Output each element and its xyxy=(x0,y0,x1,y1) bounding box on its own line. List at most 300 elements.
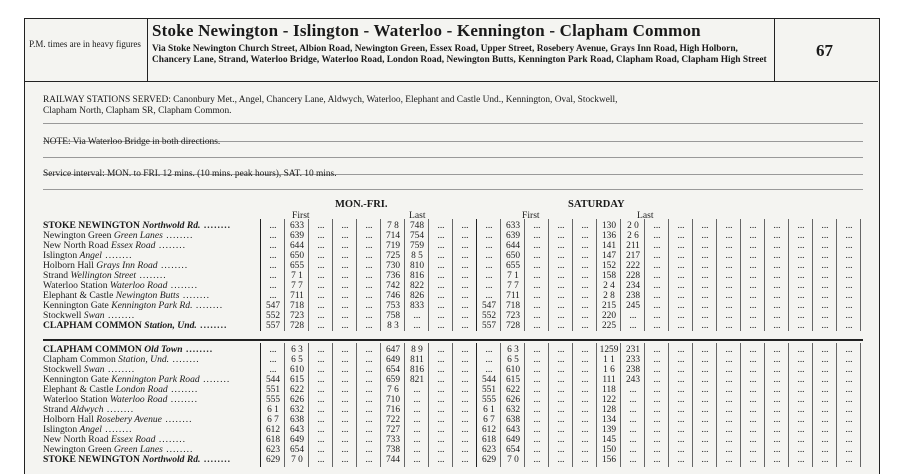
station-label: STOKE NEWINGTON xyxy=(43,455,143,465)
time-cell: ... xyxy=(677,455,685,465)
station-street: Waterloo Road xyxy=(109,395,168,405)
time-cell: ... xyxy=(365,291,373,301)
time-cell: ... xyxy=(461,365,469,375)
time-cell: ... xyxy=(677,415,685,425)
time-cell: ... xyxy=(797,365,805,375)
time-cell: ... xyxy=(797,455,805,465)
time-cell: ... xyxy=(365,445,373,455)
station-label: Stockwell xyxy=(43,311,84,321)
time-cell: ... xyxy=(461,251,469,261)
station-label: Kennington Gate xyxy=(43,375,112,385)
column-rule xyxy=(836,343,837,467)
time-cell: ... xyxy=(317,375,325,385)
time-cell: 7 7 xyxy=(507,281,519,291)
divider xyxy=(43,189,863,190)
time-cell: ... xyxy=(725,231,733,241)
time-cell: 118 xyxy=(602,385,616,395)
time-cell: ... xyxy=(677,261,685,271)
time-cell: ... xyxy=(341,221,349,231)
time-cell: 626 xyxy=(505,395,521,405)
time-cell: ... xyxy=(749,261,757,271)
time-cell: ... xyxy=(725,301,733,311)
time-cell: ... xyxy=(797,445,805,455)
time-cell: ... xyxy=(557,271,565,281)
column-rule xyxy=(836,219,837,331)
time-cell: 633 xyxy=(505,221,521,231)
time-cell: 6 1 xyxy=(483,405,495,415)
time-cell: ... xyxy=(725,321,733,331)
column-rule xyxy=(716,343,717,467)
time-cell: ... xyxy=(653,395,661,405)
time-cell: ... xyxy=(749,321,757,331)
time-cell: ... xyxy=(821,345,829,355)
column-rule xyxy=(524,343,525,467)
time-cell: 1 6 xyxy=(603,365,615,375)
time-cell: ... xyxy=(581,321,589,331)
time-cell: ... xyxy=(461,385,469,395)
time-cell: ... xyxy=(341,395,349,405)
time-cell: ... xyxy=(461,445,469,455)
time-cell: ... xyxy=(797,241,805,251)
time-cell: 2 8 xyxy=(603,291,615,301)
time-cell: ... xyxy=(845,415,853,425)
station-label: Islington xyxy=(43,425,80,435)
time-cell: 643 xyxy=(505,425,521,435)
time-cell: 618 xyxy=(265,435,281,445)
time-cell: ... xyxy=(845,455,853,465)
time-cell: 557 xyxy=(481,321,497,331)
time-cell: ... xyxy=(341,271,349,281)
time-cell: ... xyxy=(413,311,421,321)
station-name: Newington Green Green Lanes ........ xyxy=(43,231,194,241)
time-cell: 547 xyxy=(481,301,497,311)
time-cell: ... xyxy=(845,231,853,241)
time-cell: ... xyxy=(581,281,589,291)
saturday-first-header: First xyxy=(522,210,540,221)
time-cell: 6 1 xyxy=(267,405,279,415)
time-cell: ... xyxy=(701,291,709,301)
time-cell: ... xyxy=(653,405,661,415)
time-cell: ... xyxy=(653,231,661,241)
time-cell: 552 xyxy=(265,311,281,321)
time-cell: ... xyxy=(701,385,709,395)
time-cell: ... xyxy=(845,321,853,331)
time-cell: ... xyxy=(437,395,445,405)
column-rule xyxy=(764,219,765,331)
column-rule xyxy=(692,219,693,331)
station-street: Grays Inn Road xyxy=(96,261,158,271)
time-cell: ... xyxy=(341,241,349,251)
time-cell: ... xyxy=(677,365,685,375)
time-cell: ... xyxy=(581,261,589,271)
time-cell: ... xyxy=(845,221,853,231)
time-cell: ... xyxy=(581,385,589,395)
time-cell: ... xyxy=(485,251,493,261)
time-cell: ... xyxy=(413,425,421,435)
time-cell: ... xyxy=(749,251,757,261)
station-label: Islington xyxy=(43,251,80,261)
time-cell: ... xyxy=(725,375,733,385)
time-cell: ... xyxy=(677,241,685,251)
time-cell: ... xyxy=(461,425,469,435)
time-cell: 2 4 xyxy=(603,281,615,291)
time-cell: ... xyxy=(701,395,709,405)
time-cell: 736 xyxy=(385,271,401,281)
time-cell: ... xyxy=(677,301,685,311)
station-label: Strand xyxy=(43,271,71,281)
time-cell: 122 xyxy=(601,395,617,405)
time-cell: ... xyxy=(533,251,541,261)
time-cell: ... xyxy=(629,445,637,455)
time-cell: ... xyxy=(629,321,637,331)
time-cell: ... xyxy=(317,241,325,251)
time-cell: 2 0 xyxy=(627,221,639,231)
time-cell: ... xyxy=(821,405,829,415)
time-cell: ... xyxy=(845,365,853,375)
railway-stations-served: RAILWAY STATIONS SERVED: Canonbury Met., Angel, Chancery Lane, Aldwych, Waterloo, Elephant and Castle Und., Kennington, Oval, Stockwell, xyxy=(43,95,618,105)
station-name: Kennington Gate Kennington Park Road ........ xyxy=(43,375,231,385)
time-cell: ... xyxy=(365,311,373,321)
time-cell: 6 3 xyxy=(507,345,519,355)
time-cell: ... xyxy=(821,281,829,291)
time-cell: ... xyxy=(653,445,661,455)
time-cell: ... xyxy=(821,365,829,375)
time-cell: ... xyxy=(365,455,373,465)
time-cell: 711 xyxy=(506,291,520,301)
column-rule xyxy=(404,343,405,467)
time-cell: ... xyxy=(557,231,565,241)
station-name: Elephant & Castle Newington Butts ........ xyxy=(43,291,211,301)
time-cell: ... xyxy=(533,271,541,281)
column-rule xyxy=(524,219,525,331)
time-cell: ... xyxy=(317,395,325,405)
time-cell: ... xyxy=(461,375,469,385)
time-cell: 211 xyxy=(626,241,640,251)
column-rule xyxy=(572,343,573,467)
time-cell: 655 xyxy=(505,261,521,271)
time-cell: 2 6 xyxy=(627,231,639,241)
time-cell: 638 xyxy=(289,415,305,425)
time-cell: ... xyxy=(629,425,637,435)
time-cell: ... xyxy=(341,301,349,311)
time-cell: ... xyxy=(773,311,781,321)
time-cell: ... xyxy=(653,345,661,355)
time-cell: 623 xyxy=(481,445,497,455)
time-cell: ... xyxy=(725,241,733,251)
time-cell: ... xyxy=(557,301,565,311)
station-name: Holborn Hall Rosebery Avenue ........ xyxy=(43,415,193,425)
time-cell: 551 xyxy=(481,385,497,395)
time-cell: ... xyxy=(677,281,685,291)
time-cell: ... xyxy=(533,311,541,321)
time-cell: ... xyxy=(485,345,493,355)
time-cell: 158 xyxy=(601,271,617,281)
time-cell: ... xyxy=(485,261,493,271)
time-cell: ... xyxy=(437,321,445,331)
time-cell: ... xyxy=(365,301,373,311)
time-cell: ... xyxy=(437,241,445,251)
time-cell: ... xyxy=(365,355,373,365)
time-cell: ... xyxy=(461,261,469,271)
time-cell: ... xyxy=(557,311,565,321)
time-cell: ... xyxy=(821,355,829,365)
station-street: Northwold Rd. xyxy=(142,455,201,465)
time-cell: ... xyxy=(533,241,541,251)
station-label: New North Road xyxy=(43,435,111,445)
time-cell: ... xyxy=(341,435,349,445)
time-cell: ... xyxy=(677,345,685,355)
time-cell: ... xyxy=(773,435,781,445)
time-cell: ... xyxy=(677,425,685,435)
time-cell: ... xyxy=(413,445,421,455)
time-cell: ... xyxy=(485,231,493,241)
time-cell: ... xyxy=(269,241,277,251)
time-cell: ... xyxy=(485,365,493,375)
time-cell: ... xyxy=(365,261,373,271)
time-cell: ... xyxy=(461,355,469,365)
column-rule xyxy=(356,219,357,331)
column-rule xyxy=(860,219,861,331)
time-cell: 659 xyxy=(385,375,401,385)
time-cell: 821 xyxy=(409,375,425,385)
time-cell: ... xyxy=(269,291,277,301)
station-label: Holborn Hall xyxy=(43,415,97,425)
time-cell: ... xyxy=(581,415,589,425)
time-cell: ... xyxy=(581,425,589,435)
column-rule xyxy=(764,343,765,467)
time-cell: ... xyxy=(845,375,853,385)
time-cell: 231 xyxy=(625,345,641,355)
column-rule xyxy=(500,219,501,331)
time-cell: ... xyxy=(629,415,637,425)
time-cell: ... xyxy=(557,355,565,365)
time-cell: ... xyxy=(581,395,589,405)
time-cell: ... xyxy=(677,291,685,301)
time-cell: ... xyxy=(461,311,469,321)
time-cell: 6 3 xyxy=(291,345,303,355)
time-cell: ... xyxy=(845,301,853,311)
time-cell: ... xyxy=(269,281,277,291)
time-cell: 710 xyxy=(385,395,401,405)
time-cell: ... xyxy=(653,311,661,321)
time-cell: ... xyxy=(653,241,661,251)
time-cell: ... xyxy=(653,291,661,301)
time-cell: ... xyxy=(749,435,757,445)
time-cell: ... xyxy=(725,365,733,375)
time-cell: 738 xyxy=(385,445,401,455)
station-label: New North Road xyxy=(43,241,111,251)
time-cell: ... xyxy=(413,455,421,465)
column-rule xyxy=(452,343,453,467)
time-cell: ... xyxy=(557,261,565,271)
time-cell: ... xyxy=(533,345,541,355)
time-cell: ... xyxy=(845,291,853,301)
time-cell: ... xyxy=(341,231,349,241)
time-cell: ... xyxy=(533,221,541,231)
heavy-figures-note: P.M. times are in heavy figures xyxy=(29,39,141,49)
station-street: Essex Road xyxy=(110,435,156,445)
time-cell: ... xyxy=(677,271,685,281)
column-rule xyxy=(332,343,333,467)
time-cell: ... xyxy=(725,425,733,435)
time-cell: ... xyxy=(533,365,541,375)
time-cell: ... xyxy=(269,231,277,241)
time-cell: ... xyxy=(437,385,445,395)
column-rule xyxy=(356,343,357,467)
column-rule xyxy=(572,219,573,331)
route-title: Stoke Newington - Islington - Waterloo - Kennington - Clapham Common xyxy=(152,21,701,40)
time-cell: ... xyxy=(797,311,805,321)
time-cell: ... xyxy=(821,385,829,395)
time-cell: ... xyxy=(317,311,325,321)
station-label: Newington Green xyxy=(43,445,114,455)
time-cell: ... xyxy=(413,385,421,395)
time-cell: ... xyxy=(533,455,541,465)
time-cell: ... xyxy=(413,395,421,405)
time-cell: ... xyxy=(581,271,589,281)
time-cell: 222 xyxy=(625,261,641,271)
time-cell: ... xyxy=(773,231,781,241)
station-name: Strand Wellington Street ........ xyxy=(43,271,167,281)
column-rule xyxy=(860,343,861,467)
time-cell: 816 xyxy=(409,365,425,375)
time-cell: ... xyxy=(365,365,373,375)
time-cell: ... xyxy=(485,291,493,301)
time-cell: ... xyxy=(845,261,853,271)
time-cell: ... xyxy=(317,405,325,415)
time-cell: 654 xyxy=(505,445,521,455)
station-label: Holborn Hall xyxy=(43,261,97,271)
time-cell: ... xyxy=(341,415,349,425)
time-cell: ... xyxy=(437,415,445,425)
time-cell: ... xyxy=(341,291,349,301)
time-cell: ... xyxy=(437,405,445,415)
station-label: Waterloo Station xyxy=(43,281,110,291)
time-cell: ... xyxy=(821,321,829,331)
time-cell: ... xyxy=(845,345,853,355)
time-cell: 716 xyxy=(385,405,401,415)
time-cell: ... xyxy=(557,425,565,435)
time-cell: 639 xyxy=(505,231,521,241)
time-cell: ... xyxy=(365,241,373,251)
time-cell: ... xyxy=(773,455,781,465)
time-cell: 7 6 xyxy=(387,385,399,395)
time-cell: ... xyxy=(437,435,445,445)
time-cell: 134 xyxy=(601,415,617,425)
station-street: Angel xyxy=(79,251,102,261)
column-rule xyxy=(284,219,285,331)
time-cell: ... xyxy=(749,455,757,465)
time-cell: ... xyxy=(749,355,757,365)
column-rule xyxy=(668,343,669,467)
time-cell: ... xyxy=(317,365,325,375)
station-name: Kennington Gate Kennington Park Rd. ........ xyxy=(43,301,224,311)
time-cell: ... xyxy=(725,345,733,355)
station-street: Station, Und. xyxy=(144,321,197,331)
time-cell: ... xyxy=(317,291,325,301)
column-rule xyxy=(692,343,693,467)
time-cell: ... xyxy=(341,455,349,465)
time-cell: ... xyxy=(365,415,373,425)
time-cell: ... xyxy=(821,271,829,281)
time-cell: ... xyxy=(845,405,853,415)
time-cell: ... xyxy=(797,345,805,355)
time-cell: ... xyxy=(317,385,325,395)
time-cell: 238 xyxy=(625,291,641,301)
time-cell: ... xyxy=(725,455,733,465)
column-rule xyxy=(452,219,453,331)
time-cell: ... xyxy=(557,375,565,385)
station-name: STOKE NEWINGTON Northwold Rd. ........ xyxy=(43,455,232,465)
column-rule xyxy=(284,343,285,467)
time-cell: ... xyxy=(845,251,853,261)
time-cell: 722 xyxy=(385,415,401,425)
column-rule xyxy=(716,219,717,331)
time-cell: ... xyxy=(461,395,469,405)
time-cell: ... xyxy=(317,261,325,271)
time-cell: 552 xyxy=(481,311,497,321)
column-rule xyxy=(620,343,621,467)
time-cell: 6 5 xyxy=(291,355,303,365)
time-cell: ... xyxy=(773,405,781,415)
time-cell: ... xyxy=(845,445,853,455)
time-cell: ... xyxy=(581,251,589,261)
time-cell: ... xyxy=(437,291,445,301)
time-cell: 156 xyxy=(601,455,617,465)
time-cell: ... xyxy=(749,365,757,375)
time-cell: ... xyxy=(821,425,829,435)
time-cell: ... xyxy=(677,445,685,455)
station-street: Rosebery Avenue xyxy=(96,415,162,425)
time-cell: ... xyxy=(533,445,541,455)
column-rule xyxy=(548,343,549,467)
station-label: Waterloo Station xyxy=(43,395,110,405)
time-cell: ... xyxy=(317,355,325,365)
time-cell: ... xyxy=(821,435,829,445)
time-cell: ... xyxy=(773,251,781,261)
time-cell: ... xyxy=(581,345,589,355)
column-rule xyxy=(740,219,741,331)
time-cell: ... xyxy=(365,435,373,445)
time-cell: ... xyxy=(341,385,349,395)
time-cell: ... xyxy=(341,311,349,321)
time-cell: 547 xyxy=(265,301,281,311)
time-cell: ... xyxy=(701,231,709,241)
time-cell: 610 xyxy=(289,365,305,375)
time-cell: ... xyxy=(317,281,325,291)
time-cell: 638 xyxy=(505,415,521,425)
station-street: Station, Und. xyxy=(118,355,170,365)
time-cell: 238 xyxy=(625,365,641,375)
time-cell: 6 7 xyxy=(483,415,495,425)
time-cell: ... xyxy=(653,301,661,311)
time-cell: ... xyxy=(365,321,373,331)
time-cell: ... xyxy=(725,435,733,445)
time-cell: 632 xyxy=(505,405,521,415)
time-cell: ... xyxy=(317,231,325,241)
time-cell: ... xyxy=(773,241,781,251)
column-rule xyxy=(788,343,789,467)
time-cell: ... xyxy=(677,385,685,395)
station-street: London Road xyxy=(115,385,168,395)
time-cell: ... xyxy=(725,251,733,261)
time-cell: ... xyxy=(461,271,469,281)
time-cell: ... xyxy=(821,311,829,321)
time-cell: 742 xyxy=(385,281,401,291)
time-cell: ... xyxy=(413,405,421,415)
time-cell: ... xyxy=(461,291,469,301)
station-street: Green Lanes xyxy=(113,445,163,455)
